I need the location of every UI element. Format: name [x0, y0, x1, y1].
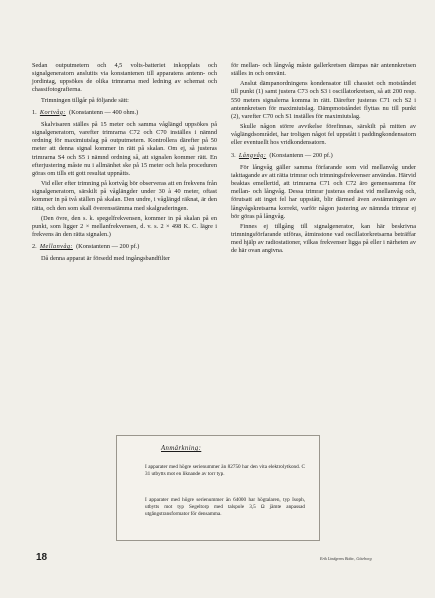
- mellanvag-paragraph: Då denna apparat är försedd med ingångsbandfilter: [41, 255, 171, 263]
- right-column: [231, 62, 416, 257]
- section-heading-kortvag: [32, 109, 217, 117]
- mellanvag-continued-paragraph: för mellan- och långvåg måste gallerkretsen dämpas när antennkretsen ställes in och omvänt.: [231, 62, 416, 78]
- section-label: Mellanvåg:: [39, 243, 73, 251]
- kortvag-paragraph: Skalvisaren ställes på 15 meter och samma våglängd uppsökes på signalgeneratorn, varefter trimrarna C72 och C70 inställes i nämnd ordning för maximiutslag på outputmetern. Kontrollera därefter på 50 meter att denna signal kommer in rätt på skalan. Om ej, så justeras trimrarna S4 och S5 i nämnd ordning så, att signalen kommer rätt. En efterjustering måste nu i allmänhet ske på 15 meter och hela proceduren göras om tills ett gott resultat uppnåtts.: [32, 120, 217, 177]
- left-column: [32, 62, 217, 265]
- intro-paragraph: Sedan outputmetern och 4,5 volts-batteriet inkopplats och signalgeneratorn anslutits via konstantenen till apparatens antenn- och jordintag, uppsökes de olika trimrarna med ledning av schemat och chassifotografierna.: [32, 62, 217, 94]
- page-number: 18: [36, 552, 48, 563]
- section-number: 1.: [32, 108, 37, 116]
- langvag-paragraph: För långvåg gäller samma förfarande som vid mellanvåg under iakttagande av att rätta trimrar och trimningsfrekvenser användas. Härvid beaktas emellertid, att trimrarna C71 och C72 äro gemensamma för mellan- och långvåg. Dessa trimrar justeras endast vid mellanvåg och, förutsatt att inget fel har uppstått, blir därmed även avstämningen av långvågskretsarna korrekt, varför någon justering av nämnda trimrar ej bör göras på långvåg.: [231, 163, 416, 220]
- damp-paragraph: Anslut dämpanordningens kondensator till chassiet och motståndet till punkt (1) samt justera C73 och S3 i oscillatorkretsen, så att 200 resp. 550 meters signalerna komma in rätt. Därefter justeras C71 och S2 i antennkretsen för maximiutslag. Dämpmotståndet flyttas nu till punkt (2), varefter C70 och S1 inställes för maximiutslag.: [231, 80, 416, 120]
- note-box-title: Anmärkning:: [161, 445, 202, 452]
- section-value: (Konstantenn — 400 ohm.): [68, 108, 139, 116]
- section-heading-langvag: [231, 152, 416, 160]
- section-number: 2.: [32, 243, 37, 251]
- section-value: (Konstantenn — 200 pf.): [269, 151, 333, 159]
- section-label: Kortvåg:: [39, 108, 66, 116]
- spegelfrekvens-paragraph: (Den övre, den s. k. spegelfrekvensen, kommer in på skalan på en punkt, som ligger 2 × mellanfrekvensen, d. v. s. 2 × 498 K. C. lägre i frekvens än den rätta signalen.): [32, 214, 217, 238]
- note-box: [116, 435, 320, 541]
- printer-imprint: Erik Lindgrens Boktr., Göteborg: [320, 556, 372, 561]
- procedure-intro: Trimningen tillgår på följande sätt:: [41, 96, 129, 104]
- signalgenerator-paragraph: Finnes ej tillgång till signalgenerator, kan här beskrivna trimningsförfarande utföras, åtminstone vad oscillatorkretsarna beträffar med hjälp av radiostationer, vilkas frekvenser ligga på eller i närheten av de här ovan angivna.: [231, 222, 416, 255]
- kortvag-note-paragraph: Vid eller efter trimning på kortvåg bör observeras att en frekvens från signalgeneratorn, särskilt på våglängder under 30 à 40 meter, oftast kommer in på två ställen på skalan. Den undre, i våglängd räknat, är den rätta, och den som skall överensstämma med skalgraderingen.: [32, 180, 217, 212]
- avvikelse-paragraph: Skulle någon större avvikelse förefinnas, särskilt på mitten av våglängdsområdet, har troligen något fel uppstått i paddingkondensatorn eller eventuellt hos vridkondensatorn.: [231, 123, 416, 147]
- section-label: Långvåg:: [238, 151, 267, 159]
- note-serial-82750: I apparater med högre serienummer än 82750 har den vita elektrolytkond. C 31 utbytts mot en liknande av torr typ.: [145, 464, 305, 477]
- section-value: (Konstantenn — 200 pf.): [76, 243, 140, 251]
- section-heading-mellanvag: [32, 243, 217, 251]
- section-number: 3.: [231, 151, 236, 159]
- note-serial-64000: I apparater med högre serienummer än 64000 har högtalaren, typ Isoph, utbytts mot typ Segeltorp med talspole 3,5 Ω jämte anpassad utgångstransformator för densamma.: [145, 497, 305, 517]
